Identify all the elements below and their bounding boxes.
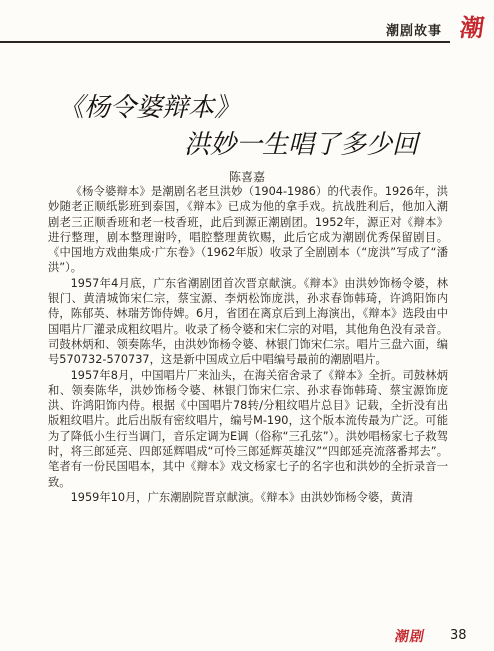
paragraph: 1959年10月，广东潮剧院晋京献演。《辩本》由洪妙饰杨令婆，黄清 — [70, 490, 414, 504]
page-number: 38 — [450, 628, 467, 643]
article-author: 陈喜嘉 — [228, 170, 265, 184]
article-title-line2: 洪妙一生唱了多少回 — [184, 130, 419, 160]
article-title-line1: 《杨令婆辩本》 — [58, 93, 241, 123]
paragraph: 1957年8月，中国唱片厂来汕头，在海关宿舍录了《辩本》全折。司鼓林炳和、领奏陈华，洪妙饰杨令婆、林银门饰宋仁宗、孙求春饰韩琦、蔡宝源饰庞洪、许鸿阳饰内侍。根据《中国唱片78转/分粗纹唱片总目》记载，全折没有出版粗纹唱片。此后出版有密纹唱片，编号M-190，这个版本流传最为广泛。可能为了降低小生行当调门，音乐定调为E调（俗称“三孔弦”）。洪妙唱杨家七子救驾时，将三郎延亮、四郎延辉唱成“可怜三郎延辉英雄汉”“四郎延亮流落番邦去”。笔者有一份民国唱本，其中《辩本》戏文杨家七子的名字也和洪妙的全折录音一致。 — [48, 368, 448, 489]
header-divider — [0, 41, 450, 43]
section-label: 潮剧故事 — [385, 24, 442, 39]
paragraph: 《杨令婆辩本》是潮剧名老旦洪妙（1904-1986）的代表作。1926年，洪妙随老正顺纸影班到泰国，《辩本》已成为他的拿手戏。抗战胜利后，他加入潮剧老三正顺香班和老一枝香班，此后到源正潮剧团。1952年，源正对《辩本》进行整理，剧本整理谢吟，唱腔整理黄钦赐，此后它成为潮剧优秀保留剧目。《中国地方戏曲集成·广东卷》（1962年版）收录了全剧剧本（“庞洪”写成了“潘洪”）。 — [48, 185, 448, 275]
paragraph: 1957年4月底，广东省潮剧团首次晋京献演。《辩本》由洪妙饰杨令婆，林银门、黄清城饰宋仁宗，蔡宝源、李炳松饰庞洪，孙求春饰韩琦，许鸿阳饰内侍，陈郁英、林瑞芳饰侍婢。6月，省团在离京后到上海演出，《辩本》选段由中国唱片厂灌录成粗纹唱片。收录了杨令婆和宋仁宗的对唱，其他角色没有录音。司鼓林炳和、领奏陈华，由洪妙饰杨令婆、林银门饰宋仁宗。唱片三盘六面，编号570732-570737，这是新中国成立后中唱编号最前的潮剧唱片。 — [48, 276, 448, 367]
section-seal-logo: 潮 — [458, 14, 486, 42]
article-body — [48, 184, 448, 505]
magazine-logo: 潮剧 — [393, 629, 427, 645]
page-header — [0, 0, 494, 48]
page-footer — [395, 626, 475, 648]
